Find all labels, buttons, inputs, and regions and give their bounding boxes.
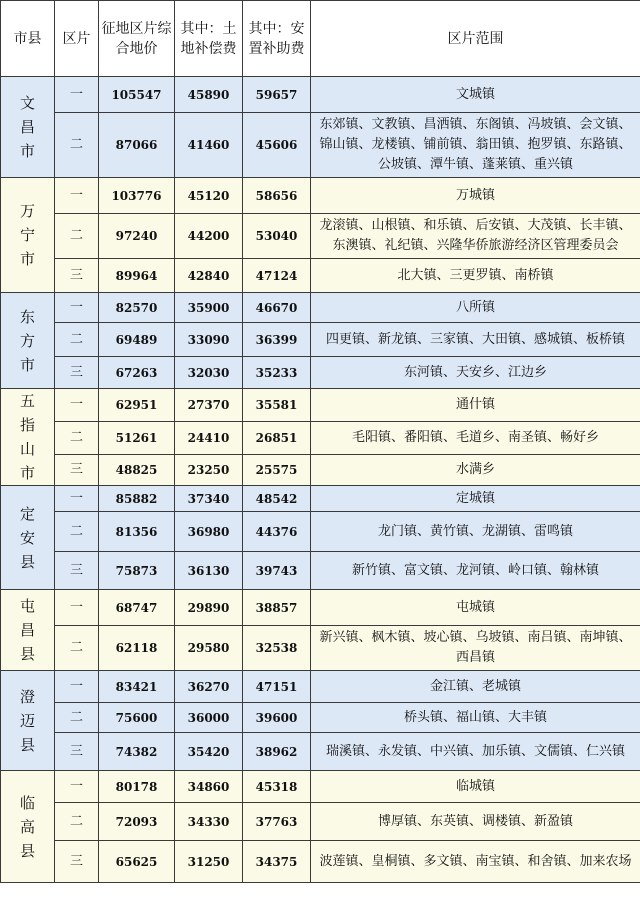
header-resettlement: 其中：安置补助费 <box>243 1 311 77</box>
city-name-char: 市 <box>19 142 35 160</box>
table-row <box>1 841 640 883</box>
resettlement-cell: 25575 <box>243 455 311 486</box>
header-city: 市县 <box>1 1 55 77</box>
zone-cell: 二 <box>55 803 99 841</box>
price-cell: 48825 <box>99 455 175 486</box>
zone-cell: 三 <box>55 552 99 590</box>
price-cell: 69489 <box>99 323 175 357</box>
zone-cell: 一 <box>55 77 99 113</box>
zone-cell: 三 <box>55 455 99 486</box>
price-cell: 82570 <box>99 293 175 323</box>
resettlement-cell: 37763 <box>243 803 311 841</box>
zone-cell: 三 <box>55 733 99 771</box>
price-cell: 62951 <box>99 389 175 422</box>
city-name-char: 市 <box>19 464 35 482</box>
land-compensation-cell: 29890 <box>175 590 243 626</box>
area-cell: 临城镇 <box>311 771 640 803</box>
land-compensation-cell: 24410 <box>175 422 243 455</box>
price-cell: 62118 <box>99 626 175 671</box>
header-zone: 区片 <box>55 1 99 77</box>
zone-cell: 一 <box>55 671 99 703</box>
resettlement-cell: 38962 <box>243 733 311 771</box>
table-row <box>1 486 640 512</box>
area-cell: 波莲镇、皇桐镇、多文镇、南宝镇、和舍镇、加来农场 <box>311 841 640 883</box>
land-compensation-cell: 29580 <box>175 626 243 671</box>
city-name-cell <box>1 178 55 293</box>
zone-cell: 一 <box>55 486 99 512</box>
land-compensation-cell: 32030 <box>175 357 243 389</box>
header-price: 征地区片综合地价 <box>99 1 175 77</box>
city-name-char: 昌 <box>19 621 35 639</box>
city-name-char: 宁 <box>19 226 35 244</box>
area-cell: 瑞溪镇、永发镇、中兴镇、加乐镇、文儒镇、仁兴镇 <box>311 733 640 771</box>
area-cell: 八所镇 <box>311 293 640 323</box>
area-cell: 文城镇 <box>311 77 640 113</box>
zone-cell: 二 <box>55 323 99 357</box>
price-cell: 75873 <box>99 552 175 590</box>
price-cell: 97240 <box>99 214 175 259</box>
city-name-char: 指 <box>19 416 35 434</box>
city-name-char: 昌 <box>19 118 35 136</box>
city-name-char: 县 <box>19 645 35 663</box>
zone-cell: 二 <box>55 626 99 671</box>
table-row <box>1 178 640 214</box>
land-compensation-cell: 37340 <box>175 486 243 512</box>
table-row <box>1 455 640 486</box>
resettlement-cell: 44376 <box>243 512 311 552</box>
table-row <box>1 671 640 703</box>
zone-cell: 三 <box>55 259 99 293</box>
city-name-cell <box>1 486 55 590</box>
land-compensation-cell: 34330 <box>175 803 243 841</box>
price-cell: 74382 <box>99 733 175 771</box>
land-compensation-cell: 41460 <box>175 113 243 178</box>
resettlement-cell: 35581 <box>243 389 311 422</box>
resettlement-cell: 48542 <box>243 486 311 512</box>
resettlement-cell: 36399 <box>243 323 311 357</box>
table-row <box>1 323 640 357</box>
table-row <box>1 113 640 178</box>
resettlement-cell: 45318 <box>243 771 311 803</box>
city-name-char: 五 <box>19 392 35 410</box>
area-cell: 东郊镇、文教镇、昌洒镇、东阁镇、冯坡镇、会文镇、锦山镇、龙楼镇、铺前镇、翁田镇、抱罗镇、东路镇、公坡镇、潭牛镇、蓬莱镇、重兴镇 <box>311 113 640 178</box>
zone-cell: 一 <box>55 590 99 626</box>
area-cell: 万城镇 <box>311 178 640 214</box>
price-cell: 51261 <box>99 422 175 455</box>
table-row <box>1 422 640 455</box>
resettlement-cell: 53040 <box>243 214 311 259</box>
price-cell: 103776 <box>99 178 175 214</box>
zone-cell: 一 <box>55 293 99 323</box>
city-name-cell <box>1 293 55 389</box>
price-cell: 72093 <box>99 803 175 841</box>
zone-cell: 二 <box>55 512 99 552</box>
price-cell: 68747 <box>99 590 175 626</box>
land-compensation-cell: 45890 <box>175 77 243 113</box>
land-compensation-cell: 23250 <box>175 455 243 486</box>
resettlement-cell: 47151 <box>243 671 311 703</box>
city-name-char: 县 <box>19 735 35 754</box>
table-row <box>1 259 640 293</box>
table-row <box>1 626 640 671</box>
table-row <box>1 733 640 771</box>
city-name-cell <box>1 771 55 883</box>
resettlement-cell: 38857 <box>243 590 311 626</box>
table-row <box>1 214 640 259</box>
resettlement-cell: 39600 <box>243 703 311 733</box>
city-name-char: 万 <box>19 202 35 220</box>
city-name-char: 定 <box>19 504 35 523</box>
resettlement-cell: 39743 <box>243 552 311 590</box>
resettlement-cell: 58656 <box>243 178 311 214</box>
area-cell: 定城镇 <box>311 486 640 512</box>
header-row <box>1 1 640 77</box>
price-cell: 85882 <box>99 486 175 512</box>
city-name-cell <box>1 389 55 486</box>
land-compensation-cell: 44200 <box>175 214 243 259</box>
city-name-char: 东 <box>19 307 35 326</box>
area-cell: 东河镇、天安乡、江边乡 <box>311 357 640 389</box>
area-cell: 金江镇、老城镇 <box>311 671 640 703</box>
header-area: 区片范围 <box>311 1 640 77</box>
area-cell: 水满乡 <box>311 455 640 486</box>
price-cell: 105547 <box>99 77 175 113</box>
zone-cell: 一 <box>55 178 99 214</box>
table-row <box>1 552 640 590</box>
area-cell: 通什镇 <box>311 389 640 422</box>
area-cell: 北大镇、三更罗镇、南桥镇 <box>311 259 640 293</box>
table-row <box>1 703 640 733</box>
city-name-char: 山 <box>19 440 35 458</box>
land-compensation-cell: 36980 <box>175 512 243 552</box>
table-row <box>1 293 640 323</box>
city-name-char: 安 <box>19 528 35 547</box>
price-cell: 89964 <box>99 259 175 293</box>
area-cell: 屯城镇 <box>311 590 640 626</box>
area-cell: 龙滚镇、山根镇、和乐镇、后安镇、大茂镇、长丰镇、东澳镇、礼纪镇、兴隆华侨旅游经济区管理委员会 <box>311 214 640 259</box>
price-cell: 80178 <box>99 771 175 803</box>
zone-cell: 一 <box>55 389 99 422</box>
city-name-char: 文 <box>19 94 35 112</box>
city-name-char: 屯 <box>19 597 35 615</box>
resettlement-cell: 26851 <box>243 422 311 455</box>
land-compensation-cell: 27370 <box>175 389 243 422</box>
price-cell: 75600 <box>99 703 175 733</box>
city-name-char: 方 <box>19 331 35 350</box>
zone-cell: 三 <box>55 357 99 389</box>
city-name-cell <box>1 77 55 178</box>
city-name-char: 高 <box>19 817 35 836</box>
land-compensation-cell: 33090 <box>175 323 243 357</box>
resettlement-cell: 35233 <box>243 357 311 389</box>
area-cell: 龙门镇、黄竹镇、龙湖镇、雷鸣镇 <box>311 512 640 552</box>
zone-cell: 一 <box>55 771 99 803</box>
land-compensation-cell: 35900 <box>175 293 243 323</box>
city-name-char: 市 <box>19 250 35 268</box>
area-cell: 博厚镇、东英镇、调楼镇、新盈镇 <box>311 803 640 841</box>
resettlement-cell: 32538 <box>243 626 311 671</box>
area-cell: 毛阳镇、番阳镇、毛道乡、南圣镇、畅好乡 <box>311 422 640 455</box>
city-name-char: 澄 <box>19 687 35 706</box>
resettlement-cell: 59657 <box>243 77 311 113</box>
land-compensation-cell: 42840 <box>175 259 243 293</box>
table-row <box>1 389 640 422</box>
area-cell: 新竹镇、富文镇、龙河镇、岭口镇、翰林镇 <box>311 552 640 590</box>
city-name-char: 临 <box>19 793 35 812</box>
resettlement-cell: 45606 <box>243 113 311 178</box>
price-cell: 81356 <box>99 512 175 552</box>
table-row <box>1 357 640 389</box>
zone-cell: 二 <box>55 703 99 733</box>
table-row <box>1 77 640 113</box>
land-compensation-cell: 36270 <box>175 671 243 703</box>
price-cell: 67263 <box>99 357 175 389</box>
resettlement-cell: 47124 <box>243 259 311 293</box>
city-name-cell <box>1 671 55 771</box>
city-name-char: 市 <box>19 355 35 374</box>
land-compensation-cell: 34860 <box>175 771 243 803</box>
land-compensation-cell: 35420 <box>175 733 243 771</box>
city-name-char: 县 <box>19 552 35 571</box>
zone-cell: 二 <box>55 214 99 259</box>
land-compensation-cell: 45120 <box>175 178 243 214</box>
area-cell: 桥头镇、福山镇、大丰镇 <box>311 703 640 733</box>
zone-cell: 二 <box>55 422 99 455</box>
area-cell: 新兴镇、枫木镇、坡心镇、乌坡镇、南吕镇、南坤镇、西昌镇 <box>311 626 640 671</box>
city-name-char: 迈 <box>19 711 35 730</box>
land-compensation-cell: 36000 <box>175 703 243 733</box>
resettlement-cell: 34375 <box>243 841 311 883</box>
city-name-cell <box>1 590 55 671</box>
table-row <box>1 771 640 803</box>
city-name-char: 县 <box>19 841 35 860</box>
table-row <box>1 803 640 841</box>
zone-cell: 三 <box>55 841 99 883</box>
zone-cell: 二 <box>55 113 99 178</box>
price-cell: 65625 <box>99 841 175 883</box>
resettlement-cell: 46670 <box>243 293 311 323</box>
land-compensation-cell: 36130 <box>175 552 243 590</box>
area-cell: 四更镇、新龙镇、三家镇、大田镇、感城镇、板桥镇 <box>311 323 640 357</box>
table-row <box>1 512 640 552</box>
table-row <box>1 590 640 626</box>
price-cell: 83421 <box>99 671 175 703</box>
header-land-compensation: 其中：土地补偿费 <box>175 1 243 77</box>
land-compensation-cell: 31250 <box>175 841 243 883</box>
price-cell: 87066 <box>99 113 175 178</box>
